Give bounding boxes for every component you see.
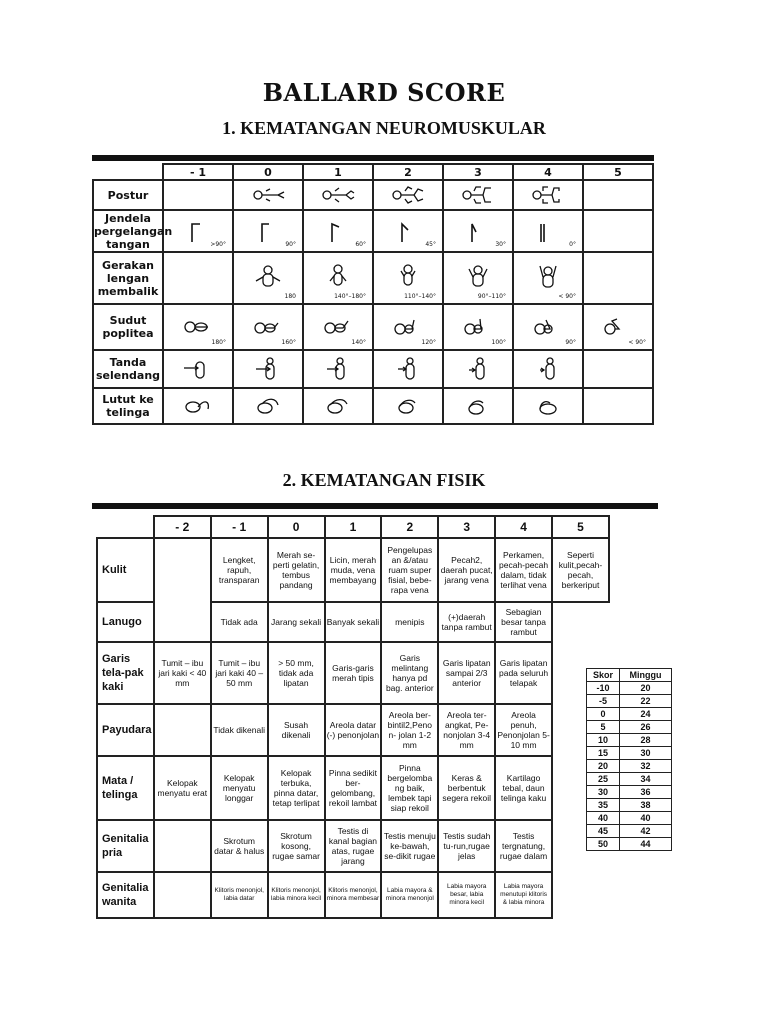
score-cell: 20 xyxy=(587,760,620,773)
cell: Pecah2, daerah pucat, jarang vena xyxy=(438,538,495,602)
table-row xyxy=(587,812,672,825)
degree-label: 0° xyxy=(569,241,576,248)
score-header: - 2 xyxy=(154,516,211,538)
empty-cell xyxy=(583,388,653,424)
cell xyxy=(552,872,609,918)
week-cell: 32 xyxy=(620,760,672,773)
degree-label: 120° xyxy=(421,339,436,346)
empty-cell xyxy=(583,252,653,304)
score-header: 3 xyxy=(438,516,495,538)
row-label: Kulit xyxy=(97,538,154,602)
row-label: Postur xyxy=(93,180,163,210)
week-cell: 40 xyxy=(620,812,672,825)
wrist-drawing xyxy=(373,210,443,252)
cell: Testis sudah tu-run,rugae jelas xyxy=(438,820,495,872)
score-header: 5 xyxy=(552,516,609,538)
cell xyxy=(154,820,211,872)
table-row xyxy=(587,708,672,721)
table-row xyxy=(587,773,672,786)
cell: Testis di kanal bagian atas, rugae jarang xyxy=(325,820,382,872)
heel-to-ear-drawing xyxy=(513,388,583,424)
week-cell: 34 xyxy=(620,773,672,786)
week-column-header: Minggu xyxy=(620,669,672,682)
score-header: - 1 xyxy=(211,516,268,538)
cell: Kelopak menyatu longgar xyxy=(211,756,268,820)
degree-label: 90°–110° xyxy=(477,293,506,300)
section-title-physical: 2. KEMATANGAN FISIK xyxy=(282,470,486,490)
degree-label: < 90° xyxy=(558,293,576,300)
degree-label: 140° xyxy=(351,339,366,346)
arm-recoil-drawing xyxy=(373,252,443,304)
score-header: 1 xyxy=(325,516,382,538)
cell: Garis-garis merah tipis xyxy=(325,642,382,704)
heel-to-ear-drawing xyxy=(443,388,513,424)
degree-label: 45° xyxy=(425,241,436,248)
score-header: 1 xyxy=(303,164,373,180)
corner-cell xyxy=(97,516,154,538)
divider xyxy=(92,503,658,509)
score-cell: 35 xyxy=(587,799,620,812)
score-cell: 0 xyxy=(587,708,620,721)
degree-label: >90° xyxy=(210,241,226,248)
cell: Pengelupas an &/atau ruam super fisial, bebe-rapa vena xyxy=(381,538,438,602)
table-row xyxy=(587,760,672,773)
table-row xyxy=(93,350,653,388)
cell: (+)daerah tanpa rambut xyxy=(438,602,495,642)
heel-to-ear-drawing xyxy=(373,388,443,424)
week-cell: 30 xyxy=(620,747,672,760)
table-row xyxy=(93,388,653,424)
row-label: Genitalia pria xyxy=(97,820,154,872)
posture-drawing xyxy=(443,180,513,210)
cell: Pinna sedikit ber-gelombang, rekoil lambat xyxy=(325,756,382,820)
week-cell: 36 xyxy=(620,786,672,799)
score-cell: -10 xyxy=(587,682,620,695)
score-cell: 25 xyxy=(587,773,620,786)
week-cell: 26 xyxy=(620,721,672,734)
wrist-drawing xyxy=(513,210,583,252)
table-row xyxy=(97,538,609,602)
table-row xyxy=(93,304,653,350)
score-header: - 1 xyxy=(163,164,233,180)
cell: Testis tergnatung, rugae dalam xyxy=(495,820,552,872)
empty-cell xyxy=(163,252,233,304)
row-label: Jendela pergelangan tangan xyxy=(94,211,173,251)
degree-label: 110°–140° xyxy=(404,293,436,300)
popliteal-drawing xyxy=(373,304,443,350)
row-label: Lutut ke telinga xyxy=(93,388,163,424)
table-row xyxy=(93,252,653,304)
cell: Kelopak terbuka, pinna datar, tetap terlipat xyxy=(268,756,325,820)
row-label: Genitalia wanita xyxy=(97,872,154,918)
empty-cell xyxy=(583,180,653,210)
scarf-sign-drawing xyxy=(233,350,303,388)
scarf-sign-drawing xyxy=(303,350,373,388)
cell: Banyak sekali xyxy=(325,602,382,642)
empty-cell xyxy=(163,180,233,210)
degree-label: < 90° xyxy=(628,339,646,346)
table-row xyxy=(97,872,609,918)
popliteal-drawing xyxy=(303,304,373,350)
week-cell: 44 xyxy=(620,838,672,851)
cell: Pinna bergelomba ng baik, lembek tapi siap rekoil xyxy=(381,756,438,820)
cell: Areola ber-bintil2,Peno n- jolan 1-2 mm xyxy=(381,704,438,756)
table-row xyxy=(97,704,609,756)
scarf-sign-drawing xyxy=(443,350,513,388)
degree-label: 100° xyxy=(491,339,506,346)
degree-label: 140°–180° xyxy=(334,293,366,300)
score-header: 5 xyxy=(583,164,653,180)
score-cell: -5 xyxy=(587,695,620,708)
row-label: Sudut poplitea xyxy=(93,304,163,350)
cell: Tumit – ibu jari kaki 40 –50 mm xyxy=(211,642,268,704)
arm-recoil-drawing xyxy=(233,252,303,304)
cell: Klitoris menonjol, labia minora kecil xyxy=(268,872,325,918)
wrist-drawing xyxy=(443,210,513,252)
heel-to-ear-drawing xyxy=(163,388,233,424)
score-cell: 30 xyxy=(587,786,620,799)
table-row xyxy=(587,695,672,708)
popliteal-drawing xyxy=(513,304,583,350)
divider xyxy=(92,155,654,161)
wrist-drawing xyxy=(233,210,303,252)
degree-label: 90° xyxy=(565,339,576,346)
scarf-sign-drawing xyxy=(163,350,233,388)
week-cell: 28 xyxy=(620,734,672,747)
score-cell: 10 xyxy=(587,734,620,747)
cell: Merah se-perti gelatin, tembus pandang xyxy=(268,538,325,602)
score-header: 2 xyxy=(373,164,443,180)
cell: Labia mayora besar, labia minora kecil xyxy=(438,872,495,918)
cell: Seperti kulit,pecah-pecah, berkeriput xyxy=(552,538,609,602)
score-cell: 45 xyxy=(587,825,620,838)
posture-drawing xyxy=(233,180,303,210)
week-cell: 24 xyxy=(620,708,672,721)
cell xyxy=(552,602,609,642)
neuromuscular-table xyxy=(92,163,654,425)
cell: Labia mayora menutupi klitoris & labia minora xyxy=(495,872,552,918)
table-row xyxy=(587,734,672,747)
row-label: Payudara xyxy=(97,704,154,756)
cell: Licin, merah muda, vena membayang xyxy=(325,538,382,602)
cell: Areola penuh, Penonjolan 5- 10 mm xyxy=(495,704,552,756)
cell: Kelopak menyatu erat xyxy=(154,756,211,820)
cell xyxy=(154,872,211,918)
cell: Susah dikenali xyxy=(268,704,325,756)
degree-label: 60° xyxy=(355,241,366,248)
week-cell: 20 xyxy=(620,682,672,695)
cell: Labia mayora & minora menonjol xyxy=(381,872,438,918)
table-row xyxy=(93,210,653,252)
wrist-drawing xyxy=(303,210,373,252)
table-row xyxy=(93,180,653,210)
cell: Klitoris menonjol, minora membesar xyxy=(325,872,382,918)
score-cell: 5 xyxy=(587,721,620,734)
score-header: 2 xyxy=(381,516,438,538)
empty-cell xyxy=(583,350,653,388)
popliteal-drawing xyxy=(443,304,513,350)
score-cell: 15 xyxy=(587,747,620,760)
cell: Sebagian besar tanpa rambut xyxy=(495,602,552,642)
week-cell: 22 xyxy=(620,695,672,708)
score-header: 4 xyxy=(513,164,583,180)
table-row xyxy=(587,799,672,812)
corner-cell xyxy=(93,164,163,180)
table-row xyxy=(97,642,609,704)
empty-cell xyxy=(583,210,653,252)
page-title: BALLARD SCORE xyxy=(262,78,506,107)
row-label: Mata / telinga xyxy=(97,756,154,820)
degree-label: 30° xyxy=(495,241,506,248)
popliteal-drawing xyxy=(583,304,653,350)
cell xyxy=(154,602,211,642)
cell: Garis lipatan sampai 2/3 anterior xyxy=(438,642,495,704)
arm-recoil-drawing xyxy=(443,252,513,304)
table-row xyxy=(587,682,672,695)
week-cell: 42 xyxy=(620,825,672,838)
table-row xyxy=(97,820,609,872)
table-row xyxy=(587,786,672,799)
arm-recoil-drawing xyxy=(303,252,373,304)
row-label: Tanda selendang xyxy=(93,350,163,388)
score-header: 3 xyxy=(443,164,513,180)
section-title-neuromuscular: 1. KEMATANGAN NEUROMUSKULAR xyxy=(222,118,546,138)
popliteal-drawing xyxy=(233,304,303,350)
wrist-drawing xyxy=(163,210,233,252)
cell: Tumit – ibu jari kaki < 40 mm xyxy=(154,642,211,704)
cell: Garis lipatan pada seluruh telapak xyxy=(495,642,552,704)
cell: Testis menuju ke-bawah, se-dikit rugae xyxy=(381,820,438,872)
heel-to-ear-drawing xyxy=(233,388,303,424)
cell: Areola ter-angkat, Pe-nonjolan 3-4 mm xyxy=(438,704,495,756)
cell: > 50 mm, tidak ada lipatan xyxy=(268,642,325,704)
cell: Perkamen, pecah-pecah dalam, tidak terlihat vena xyxy=(495,538,552,602)
cell: Skrotum kosong, rugae samar xyxy=(268,820,325,872)
cell: Areola datar (-) penonjolan xyxy=(325,704,382,756)
cell: Tidak dikenali xyxy=(211,704,268,756)
cell: Tidak ada xyxy=(211,602,268,642)
scarf-sign-drawing xyxy=(373,350,443,388)
row-label: Gerakan lengan membalik xyxy=(93,252,163,304)
cell: menipis xyxy=(381,602,438,642)
cell: Lengket, rapuh, transparan xyxy=(211,538,268,602)
cell: Keras & berbentuk segera rekoil xyxy=(438,756,495,820)
degree-label: 180° xyxy=(211,339,226,346)
score-cell: 40 xyxy=(587,812,620,825)
cell: Skrotum datar & halus xyxy=(211,820,268,872)
degree-label: 90° xyxy=(285,241,296,248)
arm-recoil-drawing xyxy=(513,252,583,304)
scarf-sign-drawing xyxy=(513,350,583,388)
table-row xyxy=(587,747,672,760)
table-row xyxy=(97,602,609,642)
cell: Garis melintang hanya pd bag. anterior xyxy=(381,642,438,704)
row-label: Lanugo xyxy=(97,602,154,642)
cell: Jarang sekali xyxy=(268,602,325,642)
row-label: Garis tela-pak kaki xyxy=(97,642,154,704)
table-row xyxy=(587,838,672,851)
score-week-table xyxy=(586,668,672,851)
popliteal-drawing xyxy=(163,304,233,350)
cell xyxy=(154,538,211,602)
score-header: 0 xyxy=(233,164,303,180)
cell xyxy=(154,704,211,756)
posture-drawing xyxy=(303,180,373,210)
physical-maturity-table xyxy=(96,515,610,919)
table-row xyxy=(587,721,672,734)
score-header: 0 xyxy=(268,516,325,538)
table-row xyxy=(587,825,672,838)
heel-to-ear-drawing xyxy=(303,388,373,424)
degree-label: 160° xyxy=(281,339,296,346)
posture-drawing xyxy=(373,180,443,210)
score-column-header: Skor xyxy=(587,669,620,682)
week-cell: 38 xyxy=(620,799,672,812)
table-row xyxy=(97,756,609,820)
cell: Kartilago tebal, daun telinga kaku xyxy=(495,756,552,820)
score-cell: 50 xyxy=(587,838,620,851)
posture-drawing xyxy=(513,180,583,210)
cell: Klitoris menonjol, labia datar xyxy=(211,872,268,918)
degree-label: 180 xyxy=(284,293,296,300)
score-header: 4 xyxy=(495,516,552,538)
